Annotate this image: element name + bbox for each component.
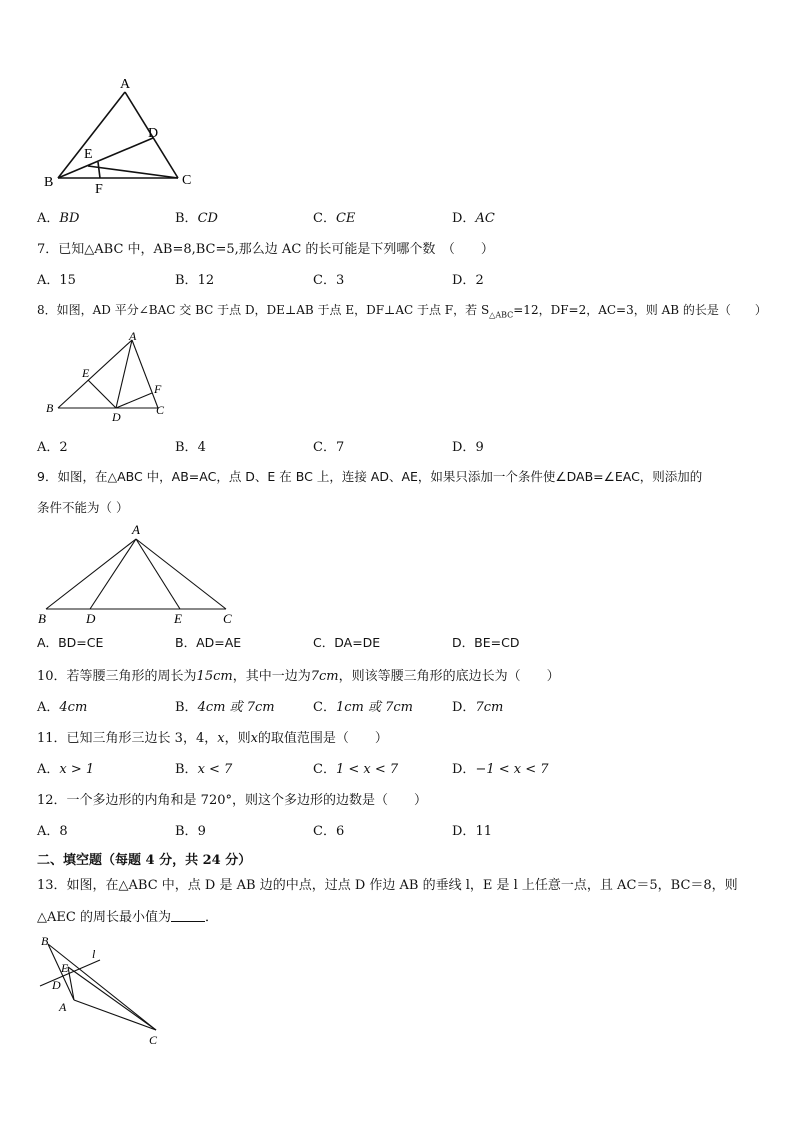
q10-option-c[interactable]: C．1cm 或 7cm [313, 700, 413, 715]
q8-option-b[interactable]: B．4 [175, 440, 206, 455]
q7-option-a[interactable]: A．15 [37, 273, 76, 288]
q13-label-a: A [59, 1000, 67, 1014]
q8-label-c: C [156, 403, 165, 417]
q9-label-c: C [223, 611, 232, 626]
q13-label-d: D [52, 978, 61, 992]
q12-question: 12．一个多边形的内角和是 720°，则这个多边形的边数是（ ） [37, 793, 427, 808]
q9-label-a: A [132, 522, 140, 537]
q8-label-f: F [154, 382, 162, 396]
q8-option-a[interactable]: A．2 [37, 440, 68, 455]
q11-option-c[interactable]: C．1 < x < 7 [313, 762, 399, 777]
q6-label-f: F [95, 182, 103, 197]
q12-option-b[interactable]: B．9 [175, 824, 206, 839]
q9-label-d: D [86, 611, 96, 626]
q7-option-c[interactable]: C．3 [313, 273, 345, 288]
q6-label-a: A [120, 77, 131, 92]
q13-figure [30, 930, 170, 1050]
q6-label-e: E [84, 147, 93, 162]
q10-option-a[interactable]: A．4cm [37, 700, 88, 715]
q6-figure [40, 72, 200, 197]
q13-question-line1: 13．如图，在△ABC 中，点 D 是 AB 边的中点，过点 D 作边 AB 的垂线 l，E 是 l 上任意一点，且 AC＝5，BC＝8，则 [37, 878, 738, 893]
q6-label-c: C [182, 173, 192, 188]
q13-label-e: E [61, 961, 69, 975]
section-2-heading: 二、填空题（每题 4 分，共 24 分） [37, 853, 252, 868]
q6-options [37, 207, 737, 227]
q9-option-b[interactable]: B．AD=AE [175, 635, 242, 650]
q9-options [37, 633, 737, 653]
q10-question: 10．若等腰三角形的周长为15cm，其中一边为7cm，则该等腰三角形的底边长为（ ） [37, 669, 560, 684]
q7-option-b[interactable]: B．12 [175, 273, 215, 288]
q11-option-a[interactable]: A．x > 1 [37, 762, 95, 777]
q7-options [37, 269, 737, 289]
q8-label-a: A [129, 330, 137, 343]
q9-option-c[interactable]: C．DA=DE [313, 635, 381, 650]
q13-label-b: B [41, 934, 49, 948]
q13-label-c: C [149, 1033, 158, 1047]
q8-question: 8．如图，AD 平分∠BAC 交 BC 于点 D，DE⊥AB 于点 E，DF⊥AC 于点 F，若 $S_{\triangle ABC}=12$，DF=2，AC=3，则 AB 的长是（ ） [37, 303, 767, 320]
q10-option-d[interactable]: D．7cm [452, 700, 504, 715]
q8-figure [40, 330, 180, 425]
answer-blank[interactable] [171, 909, 205, 922]
q9-question-line2: 条件不能为（ ） [37, 500, 129, 515]
q11-option-d[interactable]: D．−1 < x < 7 [452, 762, 549, 777]
q13-label-l: l [92, 947, 96, 961]
q8-options [37, 436, 737, 456]
q6-option-d[interactable]: D．AC [452, 211, 495, 226]
q13-question-line2: △AEC 的周长最小值为 ． [37, 910, 218, 925]
q12-option-d[interactable]: D．11 [452, 824, 492, 839]
q12-option-c[interactable]: C．6 [313, 824, 345, 839]
q11-question: 11．已知三角形三边长 3，4，x，则x的取值范围是（ ） [37, 731, 388, 746]
q8-option-d[interactable]: D．9 [452, 440, 484, 455]
q9-figure [30, 520, 245, 630]
q12-options [37, 820, 737, 840]
q11-options [37, 758, 737, 778]
q12-option-a[interactable]: A．8 [37, 824, 68, 839]
q7-option-d[interactable]: D．2 [452, 273, 484, 288]
q10-options [37, 696, 737, 716]
q6-label-b: B [44, 175, 54, 190]
q8-label-d: D [112, 410, 121, 424]
q10-option-b[interactable]: B．4cm 或 7cm [175, 700, 275, 715]
q7-question: 7．已知△ABC 中，AB=8,BC=5,那么边 AC 的长可能是下列哪个数 （ ） [37, 242, 494, 257]
q6-option-c[interactable]: C．CE [313, 211, 356, 226]
q8-option-c[interactable]: C．7 [313, 440, 345, 455]
q9-label-b: B [38, 611, 46, 626]
q8-label-e: E [82, 366, 90, 380]
q6-option-b[interactable]: B．CD [175, 211, 218, 226]
q6-option-a[interactable]: A．BD [37, 211, 80, 226]
q8-label-b: B [46, 401, 54, 415]
q6-label-d: D [148, 126, 159, 141]
q9-question-line1: 9．如图，在△ABC 中，AB=AC，点 D、E 在 BC 上，连接 AD、AE，如果只添加一个条件使∠DAB=∠EAC，则添加的 [37, 469, 703, 484]
q9-option-d[interactable]: D．BE=CD [452, 635, 520, 650]
q11-option-b[interactable]: B．x < 7 [175, 762, 233, 777]
q9-label-e: E [174, 611, 182, 626]
q9-option-a[interactable]: A．BD=CE [37, 635, 104, 650]
